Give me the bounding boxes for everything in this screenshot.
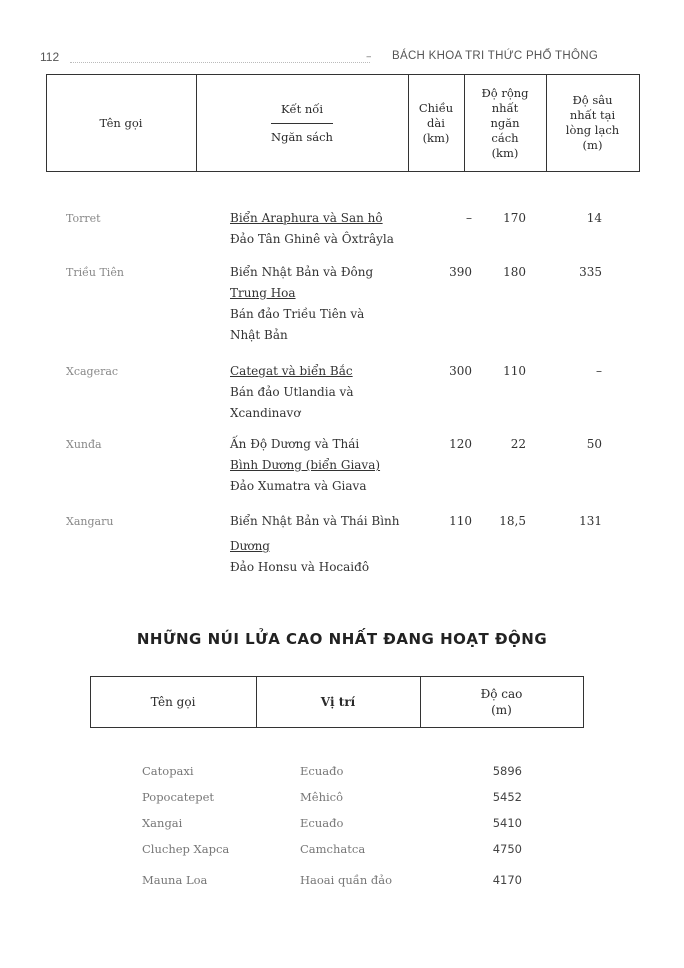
col-length: Chiều dài (km) (418, 100, 454, 145)
col-depth: Độ sâu nhất tại lòng lạch (m) (565, 93, 620, 152)
section-title: NHỮNG NÚI LỬA CAO NHẤT ĐANG HOẠT ĐỘNG (136, 630, 548, 648)
header-rule (70, 62, 370, 63)
col-name: Tên gọi (150, 695, 196, 709)
straits-table-header (46, 74, 640, 172)
col-width: Độ rộng nhất ngăn cách (km) (481, 85, 529, 160)
col-name: Tên gọi (99, 115, 143, 130)
col-height: Độ cao (m) (480, 687, 523, 717)
page-number: 112 (40, 50, 60, 64)
col-connects: Kết nối Ngăn sách (271, 101, 333, 144)
volcano-table-header (90, 676, 584, 728)
book-title: BÁCH KHOA TRI THỨC PHỔ THÔNG (392, 50, 599, 62)
col-location: Vị trí (320, 695, 356, 709)
header-dash: – (366, 50, 372, 63)
